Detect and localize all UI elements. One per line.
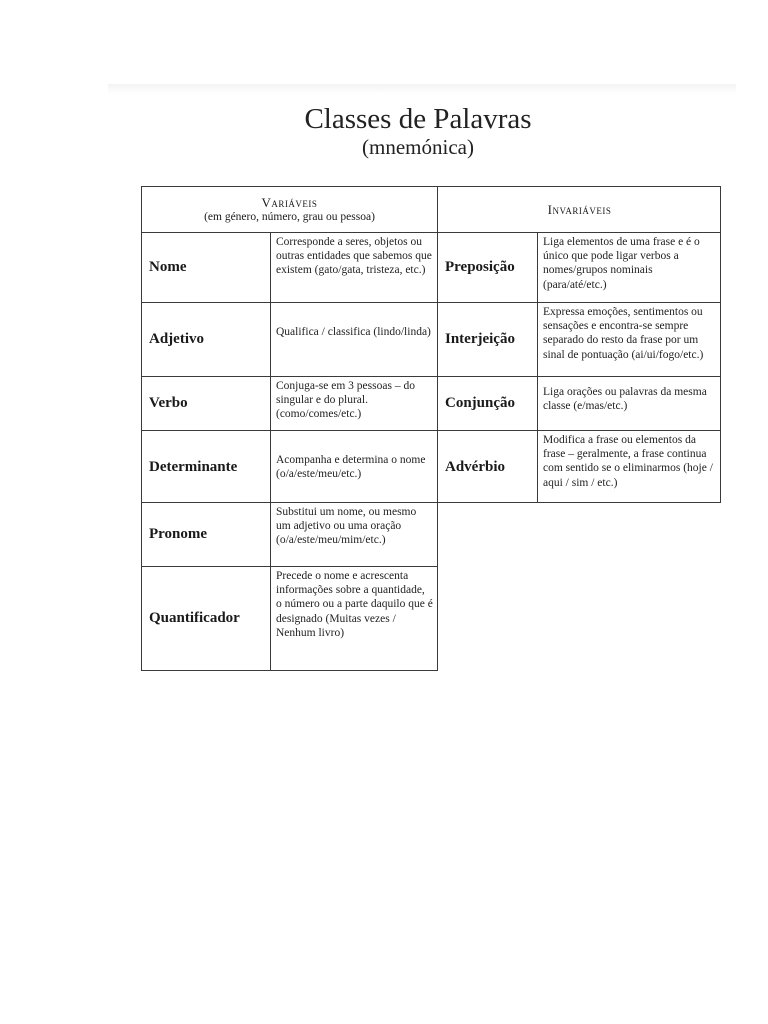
header-invariaveis-title: Invariáveis	[547, 202, 612, 217]
scan-shadow-band	[108, 84, 736, 94]
term-quantificador: Quantificador	[142, 567, 271, 670]
term-adjetivo: Adjetivo	[142, 303, 271, 377]
classes-table-continued	[141, 502, 438, 671]
header-variaveis-title: Variáveis	[261, 195, 318, 210]
page-subtitle: (mnemónica)	[362, 135, 474, 159]
desc-adverbio: Modifica a frase ou elementos da frase – geralmente, a frase continua com sentido se o eliminarmos (hoje / aqui / sim / etc.)	[543, 434, 713, 489]
term-verbo: Verbo	[142, 377, 271, 431]
term-interjeicao: Interjeição	[438, 303, 538, 377]
desc-nome: Corresponde a seres, objetos ou outras entidades que sabemos que existem (gato/gata, tristeza, etc.)	[271, 233, 438, 303]
desc-conjuncao: Liga orações ou palavras da mesma classe (e/mas/etc.)	[538, 377, 721, 431]
desc-pronome: Substitui um nome, ou mesmo um adjetivo ou uma oração (o/a/este/meu/mim/etc.)	[271, 503, 437, 567]
desc-preposicao: Liga elementos de uma frase e é o único que pode ligar verbos a nomes/grupos nominais (para/até/etc.)	[538, 233, 721, 303]
desc-verbo: Conjuga-se em 3 pessoas – do singular e do plural. (como/comes/etc.)	[271, 377, 438, 431]
desc-determinante: Acompanha e determina o nome (o/a/este/meu/etc.)	[271, 431, 438, 503]
desc-interjeicao: Expressa emoções, sentimentos ou sensações e encontra-se sempre separado do resto da frase por um sinal de pontuação (ai/ui/fogo/etc.)	[538, 303, 721, 377]
term-nome: Nome	[142, 233, 271, 303]
term-preposicao: Preposição	[438, 233, 538, 303]
term-pronome: Pronome	[142, 503, 271, 567]
header-invariaveis	[438, 187, 721, 233]
desc-adjetivo: Qualifica / classifica (lindo/linda)	[271, 303, 438, 377]
header-variaveis	[142, 187, 438, 233]
page-title: Classes de Palavras	[304, 103, 532, 135]
desc-quantificador: Precede o nome e acrescenta informações sobre a quantidade, o número ou a parte daquilo que é designado (Muitas vezes / Nenhum livro)	[276, 570, 433, 639]
term-conjuncao: Conjunção	[438, 377, 538, 431]
term-determinante: Determinante	[142, 431, 271, 503]
classes-table	[141, 186, 721, 503]
term-adverbio: Advérbio	[438, 431, 538, 503]
header-variaveis-note: (em género, número, grau ou pessoa)	[204, 211, 375, 223]
